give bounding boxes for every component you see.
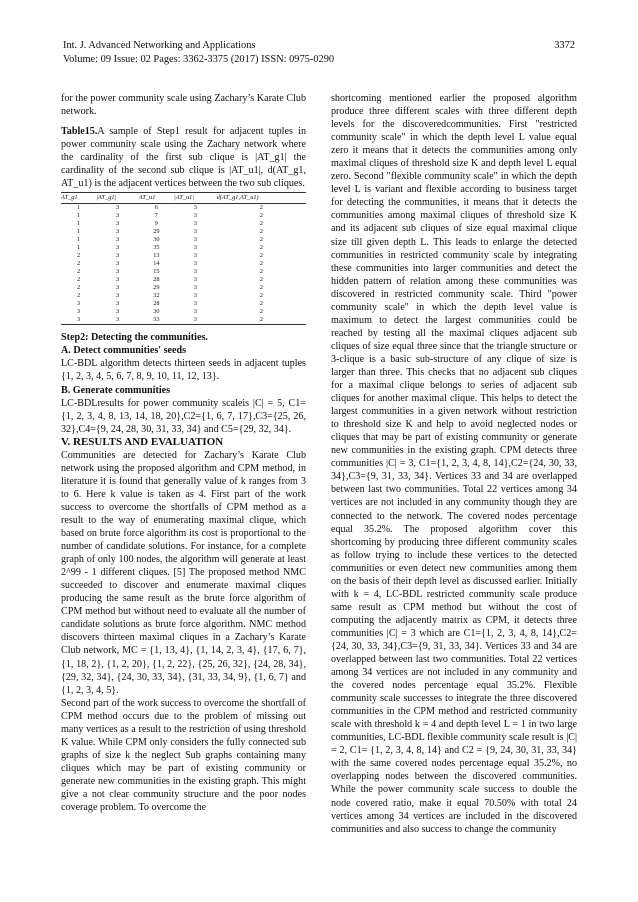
table-cell: 15	[153, 268, 160, 276]
table-15	[61, 192, 306, 325]
table-cell: 3	[193, 268, 197, 276]
table-caption-text: A sample of Step1 result for adjacent tuples in power community scale using the Zachary network where the cardinality of the first sub clique is |AT_g1| the cardinality of the second sub clique is |AT_u1|, d(AT_g1, AT_u1) is the adjacent vertices between the two sub cliques.	[61, 126, 306, 190]
table-row	[61, 260, 306, 268]
right-column	[331, 92, 577, 836]
table-cell: 2	[259, 220, 263, 228]
table-cell: 35	[153, 244, 160, 252]
table-cell: 2	[259, 204, 263, 212]
table-cell: 2	[259, 252, 263, 260]
table-cell: 3	[193, 212, 197, 220]
table-cell: 2	[259, 212, 263, 220]
table-cell: 3	[193, 204, 197, 212]
table-cell: 28	[153, 276, 160, 284]
table-cell: 2	[259, 300, 263, 308]
table-cell: 2	[259, 276, 263, 284]
table-cell: 2	[259, 260, 263, 268]
intro-paragraph: for the power community scale using Zachary’s Karate Club network.	[61, 93, 306, 118]
journal-name: Int. J. Advanced Networking and Applications	[63, 40, 256, 51]
table-cell: 3	[193, 260, 197, 268]
table-body	[61, 204, 306, 325]
table-cell: 1	[77, 244, 81, 252]
step2-title: Step2: Detecting the communities.	[61, 332, 208, 344]
table-header-cell: |AT_g1|	[96, 193, 139, 204]
table-header-cell: d(AT_g1,AT_u1)	[217, 193, 306, 204]
table-cell: 3	[61, 316, 96, 325]
table-cell: 14	[153, 260, 160, 268]
table-caption-label: Table15.	[61, 126, 98, 138]
table-row	[61, 300, 306, 308]
table-cell: 3	[174, 316, 217, 325]
table-cell: 2	[259, 292, 263, 300]
table-cell: 2	[77, 252, 81, 260]
table-cell: 3	[115, 220, 120, 228]
table-row	[61, 284, 306, 292]
table-cell: 2	[77, 284, 81, 292]
table-cell: 1	[77, 220, 81, 228]
table-cell: 3	[115, 292, 120, 300]
table-cell: 9	[154, 220, 158, 228]
table-cell: 3	[193, 308, 197, 316]
table-cell: 2	[77, 292, 81, 300]
table-row	[61, 308, 306, 316]
table-cell: 6	[154, 204, 158, 212]
table-row	[61, 276, 306, 284]
table-row	[61, 244, 306, 252]
volume-info: Volume: 09 Issue: 02 Pages: 3362-3375 (2017) ISSN: 0975-0290	[63, 54, 335, 65]
subsection-a-text: LC-BDL algorithm detects thirteen seeds in adjacent tuples {1, 2, 3, 4, 5, 6, 7, 8, 9, 10, 11, 12, 13}.	[61, 358, 306, 383]
table-header-cell: |AT_u1|	[174, 193, 217, 204]
table-row	[61, 204, 306, 213]
table-cell: 32	[153, 292, 160, 300]
table-cell: 1	[77, 212, 81, 220]
table-cell: 30	[153, 308, 160, 316]
table-cell: 3	[193, 228, 197, 236]
table-cell: 3	[115, 204, 120, 212]
table-row	[61, 228, 306, 236]
left-column	[61, 92, 306, 814]
table-cell: 13	[153, 252, 160, 260]
table-cell: 3	[115, 268, 120, 276]
table-cell: 30	[153, 236, 160, 244]
table-cell: 7	[154, 212, 158, 220]
table-cell: 2	[259, 228, 263, 236]
table-caption	[61, 125, 306, 190]
page-number: 3372	[554, 40, 575, 51]
table-cell: 3	[115, 212, 120, 220]
table-header-row	[61, 193, 306, 204]
table-cell: 2	[259, 244, 263, 252]
subsection-b-title: B. Generate communities	[61, 384, 171, 396]
table-cell: 2	[77, 268, 81, 276]
table-cell: 3	[193, 252, 197, 260]
table-cell: 3	[115, 284, 120, 292]
table-cell: 2	[77, 276, 81, 284]
table-cell: 3	[193, 284, 197, 292]
table-cell: 3	[193, 220, 197, 228]
table-cell: 3	[115, 228, 120, 236]
table-row	[61, 316, 306, 325]
subsection-b-text: LC-BDLresults for power community scaleis |C| = 5, C1={1, 2, 3, 4, 8, 13, 14, 18, 20},C2={1, 6, 7, 17},C3={25, 26, 32},C4={9, 24, 28, 30, 31, 33, 34} and C5={29, 32, 34}.	[61, 397, 306, 435]
table-cell: 28	[153, 300, 160, 308]
table-cell: 3	[193, 244, 197, 252]
table-row	[61, 292, 306, 300]
table-cell: 2	[259, 268, 263, 276]
table-cell: 2	[217, 316, 306, 325]
section-5-paragraph-1: Communities are detected for Zachary’s Karate Club network using the proposed algorithm and CPM method, in literature it is found that generally value of k ranges from 3 to 6. Here k value is taken as 4. First part of the work success to overcome the shortfalls of CPM method as a result to the way of enumerating maximal clique, which based on brute force algorithm its cost is proportional to the number of candidate solutions. For instance, for a complete graph of only 100 nodes, the algorithm will generate at least 2^99 - 1 different cliques. [5] The proposed method NMC succeeded to discover and enumerate maximal cliques producing the same result as the brute force algorithm of CPM method but without need to evaluate all the number of candidate solutions as brute force algorithm. NMC method discovers thirteen maximal cliques in a Zachary’s Karate Club network, MC = {1, 13, 4}, {1, 14, 2, 3, 4}, {17, 6, 7}, {1, 18, 2}, {1, 2, 20}, {1, 2, 22}, {25, 26, 32}, {24, 28, 34}, {29, 32, 34}, {24, 30, 33, 34}, {31, 33, 34, 9}, {1, 6, 7} and {1, 2, 3, 4, 5}.	[61, 449, 306, 696]
table-cell: 2	[259, 236, 263, 244]
table-cell: 29	[153, 228, 160, 236]
table-cell: 3	[115, 308, 120, 316]
table-cell: 3	[96, 316, 139, 325]
table-cell: 1	[77, 204, 81, 212]
table-row	[61, 236, 306, 244]
table-cell: 3	[115, 260, 120, 268]
right-column-text: shortcoming mentioned earlier the proposed algorithm produce three different scales with three different depth levels for the discoveredcommunities. First "restricted community scale" in which the depth level L value equal zero it means that it detects the communities among only maximal cliques of threshold size K and depth level L equal zero. Second "flexible community scale" in which the depth level L is variant and flexible according to business target for detecting the communities, it means that it detects the communities among maximal cliques of threshold size K and its adjacent sub cliques of size equal maximal clique size till given depth L. This leads to enlarge the detected communities in restricted community scale by integrating these communities into larger communities and detect the hidden pattern of relation among these communities was discovered in restricted community scale. Third "power community scale" in which the depth level value is maximum to detect the largest communities could be reached by testing all the maximal cliques adjacent sub cliques of size equal three since that the triangle structure or 3-clique is a basic sub-structure of any clique of size is larger than three. This checks that no adjacent sub cliques for a maximal clique belongs to series of adjacent sub cliques for another maximal clique. This helps to detect the largest communities in a given network without restriction to threshold size K and help to avoid neglected nodes or cliques that may be part of existing community or generate new communities in the existing graph. CPM detects three communities |C| = 3, C1={1, 2, 3, 4, 8, 14},C2={24, 30, 33, 34},C3={9, 31, 33, 34}. Vertices 33 and 34 are overlapped between last two communities. Total 22 vertices among 34 vertices are not included in any community though they are connected to the network. The covered nodes percentage equal 35.2%. The proposed algorithm cover this shortcoming by producing three different community scales as follow trying to include these vertices to the detected communities or even detect new communities among them on the basis of their depth level as discussed earlier. Initially with k = 4, LC-BDL restricted community scale produce same result as CPM method but without the cost of computing the adjacently matrix as CPM, it detects three communities |C| = 3 which are C1={1, 2, 3, 4, 8, 14},C2={24, 30, 33, 34},C3={9, 31, 33, 34}. Vertices 33 and 34 are overlapped between last two communities. Total 22 vertices among 34 vertices are not included in any community and the covered nodes percentage equal 35.2%. Flexible community scale successes to integrate the three discovered communities in the CPM method and restricted community scale with threshold k = 4 and depth level L = 1 in two large communities, LC-BDL flexible community scale result is |C| = 2, C1= {1, 2, 3, 4, 8, 14} and C2 = {9, 24, 30, 31, 33, 34} with the same covered nodes percentage equal 35.2%, no overlapping nodes between the discovered communities. While the power community scale success to double the node covered ratio, make it equal 70.50% with total 24 vertices among 34 vertices are included in the discovered communities and also success to change the community	[331, 93, 577, 835]
table-header-cell: AT_u1	[139, 193, 174, 204]
table-header-cell: AT_g1	[61, 193, 96, 204]
table-cell: 3	[115, 252, 120, 260]
table-cell: 1	[77, 236, 81, 244]
table-row	[61, 252, 306, 260]
table-cell: 3	[115, 276, 120, 284]
table-cell: 2	[259, 308, 263, 316]
table-cell: 3	[193, 276, 197, 284]
table-cell: 29	[153, 284, 160, 292]
table-cell: 3	[115, 236, 120, 244]
subsection-a-title: A. Detect communities' seeds	[61, 345, 187, 357]
table-cell: 2	[259, 284, 263, 292]
table-cell: 3	[193, 300, 197, 308]
section-5-paragraph-2: Second part of the work success to overcome the shortfall of CPM method occurs due to the problem of missing out many vertices as a result to the restriction of using threshold K value. While CPM only considers the fully connected sub graphs of size k the neglect Sub graphs containing many cliques which may be part of existing community or generate new communities in the existing graph. This might give a not clear community structure and the poor nodes coverage problem. To overcome the	[61, 697, 306, 814]
table-cell: 33	[139, 316, 174, 325]
table-row	[61, 220, 306, 228]
running-header	[63, 39, 575, 67]
table-row	[61, 268, 306, 276]
table-cell: 3	[193, 292, 197, 300]
section-5-title: V. RESULTS AND EVALUATION	[61, 435, 224, 448]
table-cell: 3	[77, 300, 81, 308]
table-cell: 3	[77, 308, 81, 316]
table-cell: 3	[115, 300, 120, 308]
table-cell: 3	[115, 244, 120, 252]
table-row	[61, 212, 306, 220]
table-cell: 3	[193, 236, 197, 244]
table-cell: 2	[77, 260, 81, 268]
table-cell: 1	[77, 228, 81, 236]
